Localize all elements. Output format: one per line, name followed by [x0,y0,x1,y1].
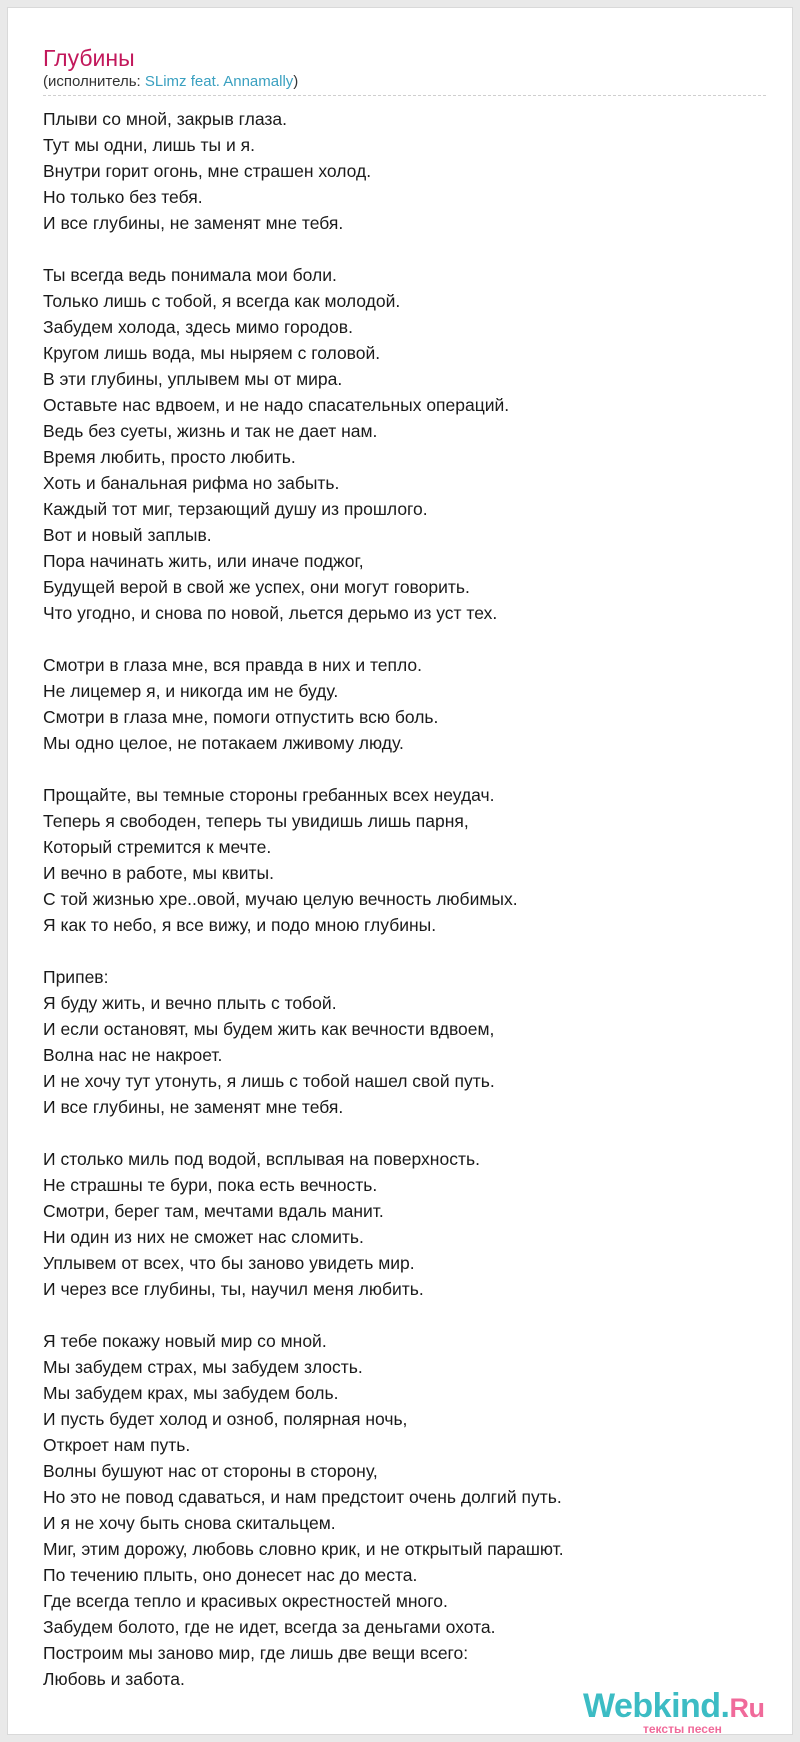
lyric-line: Не лицемер я, и никогда им не буду. [43,681,339,701]
lyrics-stanza [43,1328,783,1692]
lyric-line: Время любить, просто любить. [43,447,296,467]
lyric-line: Миг, этим дорожу, любовь словно крик, и не открытый парашют. [43,1539,564,1559]
artist-suffix: ) [293,73,299,90]
lyric-line: Я тебе покажу новый мир со мной. [43,1331,327,1351]
lyric-line: И вечно в работе, мы квиты. [43,863,274,883]
lyric-line: Я как то небо, я все вижу, и подо мною глубины. [43,915,437,935]
lyric-line: Будущей верой в свой же успех, они могут говорить. [43,577,470,597]
lyric-line: Волна нас не накроет. [43,1045,223,1065]
lyric-line: Где всегда тепло и красивых окрестностей много. [43,1591,448,1611]
lyric-line: Мы забудем страх, мы забудем злость. [43,1357,363,1377]
artist-link[interactable]: SLimz feat. Annamally [144,73,294,90]
lyric-line: И если остановят, мы будем жить как вечности вдвоем, [43,1019,495,1039]
logo-tld: Ru [729,1693,765,1723]
lyric-line: Любовь и забота. [43,1669,185,1689]
lyric-line: Смотри в глаза мне, помоги отпустить всю боль. [43,707,439,727]
lyric-line: Оставьте нас вдвоем, и не надо спасательных операций. [43,395,510,415]
lyric-line: И все глубины, не заменят мне тебя. [43,1097,344,1117]
lyric-line: Ведь без суеты, жизнь и так не дает нам. [43,421,378,441]
artist-line [43,72,298,92]
lyric-line: И столько миль под водой, всплывая на поверхность. [43,1149,480,1169]
song-title: Глубины [43,45,135,71]
lyric-line: По течению плыть, оно донесет нас до места. [43,1565,418,1585]
lyric-line: Ни один из них не сможет нас сломить. [43,1227,364,1247]
lyrics-stanza [43,652,783,756]
lyric-line: И пусть будет холод и озноб, полярная ночь, [43,1409,408,1429]
lyrics-stanza [43,964,783,1120]
lyric-line: Тут мы одни, лишь ты и я. [43,135,255,155]
logo-tagline: тексты песен [643,1722,722,1735]
lyric-line: Припев: [43,967,109,987]
lyric-line: И все глубины, не заменят мне тебя. [43,213,344,233]
lyric-line: И я не хочу быть снова скитальцем. [43,1513,336,1533]
lyric-line: Забудем холода, здесь мимо городов. [43,317,353,337]
lyric-line: Но только без тебя. [43,187,203,207]
lyric-line: Откроет нам путь. [43,1435,191,1455]
lyric-line: Кругом лишь вода, мы ныряем с головой. [43,343,381,363]
lyric-line: Смотри, берег там, мечтами вдаль манит. [43,1201,384,1221]
lyrics-body [43,106,783,1692]
lyric-line: Мы забудем крах, мы забудем боль. [43,1383,339,1403]
lyric-line: Забудем болото, где не идет, всегда за деньгами охота. [43,1617,496,1637]
lyrics-stanza [43,1146,783,1302]
lyric-line: Ты всегда ведь понимала мои боли. [43,265,337,285]
lyric-line: Но это не повод сдаваться, и нам предстоит очень долгий путь. [43,1487,562,1507]
lyric-line: В эти глубины, уплывем мы от мира. [43,369,343,389]
lyric-line: Уплывем от всех, что бы заново увидеть мир. [43,1253,415,1273]
lyric-line: Который стремится к мечте. [43,837,272,857]
logo-dot: . [720,1687,730,1725]
lyrics-stanza [43,782,783,938]
lyric-line: И через все глубины, ты, научил меня любить. [43,1279,424,1299]
lyric-line: Построим мы заново мир, где лишь две вещи всего: [43,1643,469,1663]
lyric-line: Каждый тот миг, терзающий душу из прошлого. [43,499,428,519]
lyric-line: Что угодно, и снова по новой, льется дерьмо из уст тех. [43,603,498,623]
lyrics-stanza [43,106,783,236]
lyric-line: Прощайте, вы темные стороны гребанных всех неудач. [43,785,495,805]
lyric-line: Только лишь с тобой, я всегда как молодой. [43,291,401,311]
lyric-line: Смотри в глаза мне, вся правда в них и тепло. [43,655,422,675]
lyric-line: Волны бушуют нас от стороны в сторону, [43,1461,378,1481]
lyric-line: Мы одно целое, не потакаем лживому люду. [43,733,404,753]
lyric-line: Не страшны те бури, пока есть вечность. [43,1175,378,1195]
lyrics-card [7,7,793,1735]
artist-prefix: (исполнитель: [43,73,145,90]
site-logo[interactable] [583,1686,783,1735]
lyric-line: Хоть и банальная рифма но забыть. [43,473,340,493]
lyric-line: Внутри горит огонь, мне страшен холод. [43,161,372,181]
lyrics-stanza [43,262,783,626]
lyric-line: Теперь я свободен, теперь ты увидишь лишь парня, [43,811,469,831]
header-divider [43,95,766,96]
lyric-line: Плыви со мной, закрыв глаза. [43,109,288,129]
lyric-line: С той жизнью хре..овой, мучаю целую вечность любимых. [43,889,518,909]
lyric-line: И не хочу тут утонуть, я лишь с тобой нашел свой путь. [43,1071,495,1091]
lyric-line: Пора начинать жить, или иначе поджог, [43,551,364,571]
logo-name: Webkind [583,1687,721,1725]
lyric-line: Вот и новый заплыв. [43,525,212,545]
lyric-line: Я буду жить, и вечно плыть с тобой. [43,993,337,1013]
